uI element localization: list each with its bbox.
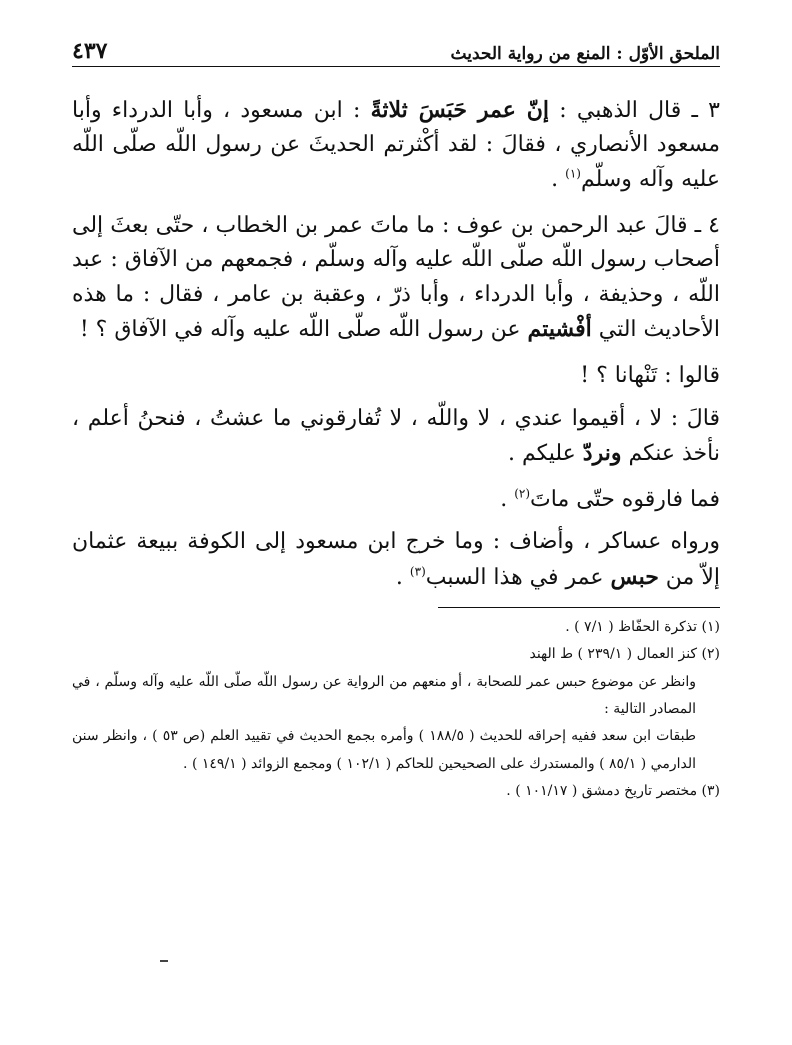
paragraph-asakir-text-c: عمر في هذا السبب	[425, 564, 611, 590]
header-title: الملحق الأوّل : المنع من رواية الحديث	[450, 44, 720, 64]
paragraph-umar-answer-text-a: قالَ : لا ، أقيموا عندي ، لا واللّه ، لا تُفارقوني ما عشتُ ، فنحنُ أعلم ، نأخذ عنكم	[72, 405, 720, 466]
paragraph-3	[72, 93, 720, 197]
paragraph-asakir-text-d: .	[395, 564, 410, 590]
paragraph-3-emphasis: إنّ عمر حَبَسَ ثلاثةً	[370, 97, 550, 123]
footnote-1: (١) تذكرة الحفّاظ ( ٧/١ ) .	[565, 619, 720, 636]
stray-mark	[160, 960, 168, 962]
paragraph-3-text-c: : ابن مسعود ، وأبا الدرداء وأبا مسعود الأنصاري ، فقالَ : لقد أكْثرتم الحديثَ عن رسول اللّه صلّى اللّه عليه وآله وسلّم	[72, 98, 720, 192]
paragraph-umar-answer-emphasis: ونردّ	[582, 439, 622, 466]
paragraph-3-text-d: .	[551, 166, 566, 192]
running-header	[72, 24, 720, 67]
footnote-divider	[438, 607, 720, 608]
paragraph-reply: قالوا : تَنْهانا ؟ !	[580, 363, 720, 389]
footnotes	[72, 614, 720, 805]
footnote-2: (٢) كنز العمال ( ٢٣٩/١ ) ط الهند	[529, 646, 720, 663]
paragraph-umar-answer-text-c: عليكم .	[507, 440, 583, 466]
paragraph-asakir	[72, 525, 720, 595]
paragraph-conclusion-text-b: .	[500, 487, 515, 513]
paragraph-conclusion-text-a: فما فارقوه حتّى ماتَ	[530, 487, 720, 513]
paragraph-asakir-emphasis: حبس	[610, 563, 659, 590]
page	[72, 24, 720, 805]
paragraph-4-text-c: عن رسول اللّه صلّى اللّه عليه وآله في الآفاق ؟ !	[79, 316, 528, 342]
paragraph-4-text-a: ٤ ـ قالَ عبد الرحمن بن عوف : ما ماتَ عمر بن الخطاب ، حتّى بعثَ إلى أصحاب رسول اللّه صلّى اللّه عليه وآله وسلّم ، فجمعهم من الآفاق : عبد اللّه ، وحذيفة ، وأبا الدرداء ، وأبا ذرّ ، وعقبة بن عامر ، فقال : ما هذه الأحاديث التي	[72, 212, 720, 342]
paragraph-umar-answer	[72, 402, 720, 472]
body-text	[72, 93, 720, 595]
paragraph-3-text-a: ٣ ـ قال الذهبي :	[549, 98, 720, 123]
footnote-ref-2: (٢)	[514, 486, 531, 501]
paragraph-4-emphasis: أفْشيتم	[527, 315, 592, 342]
footnote-ref-3: (٣)	[409, 564, 426, 579]
footnote-2-note: وانظر عن موضوع حبس عمر للصحابة ، أو منعهم من الرواية عن رسول اللّه صلّى اللّه عليه وآله وسلّم ، في المصادر التالية :	[72, 673, 696, 717]
footnote-3: (٣) مختصر تاريخ دمشق ( ١٠١/١٧ ) .	[506, 782, 720, 799]
footnote-2-sources: طبقات ابن سعد ففيه إحراقه للحديث ( ١٨٨/٥ ) وأمره بجمع الحديث في تقييد العلم (ص ٥٣ ) ، وانظر سنن الدارمي ( ٨٥/١ ) والمستدرك على الصحيحين للحاكم ( ١٠٢/١ ) ومجمع الزوائد ( ١٤٩/١ ) .	[72, 728, 696, 772]
paragraph-conclusion	[72, 483, 720, 517]
footnote-ref-1: (١)	[565, 166, 581, 181]
page-number: ٤٣٧	[72, 38, 108, 64]
paragraph-4	[72, 209, 720, 347]
paragraph-asakir-text-a: ورواه عساكر ، وأضاف : وما خرج ابن مسعود إلى الكوفة ببيعة عثمان إلاّ من	[72, 529, 720, 590]
